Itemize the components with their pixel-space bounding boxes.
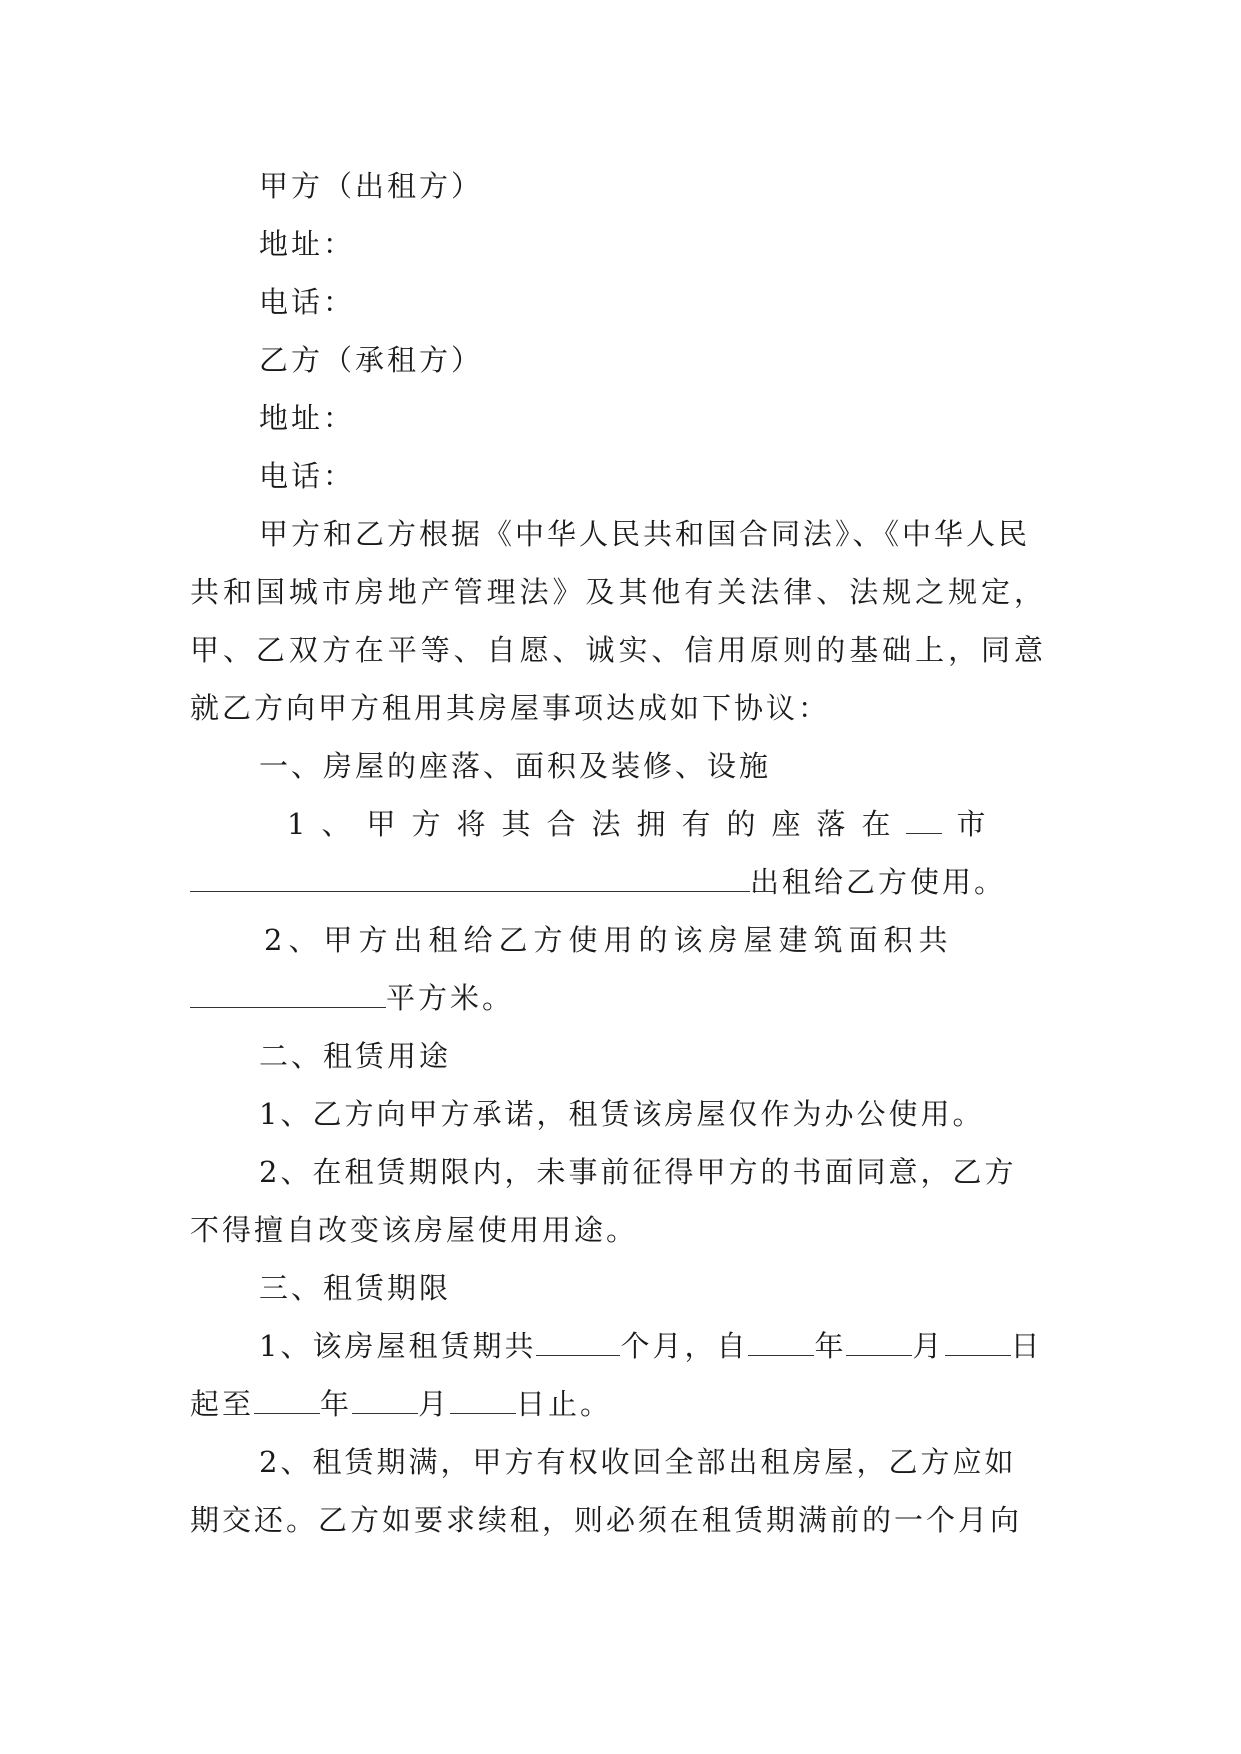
start-month-label: 月: [912, 1329, 945, 1363]
party-a-phone: 电话：: [259, 285, 356, 319]
city-blank: [906, 805, 942, 834]
area-unit: 平方米。: [386, 981, 515, 1015]
section-1-item-1-line-2: [190, 862, 1006, 902]
start-day-blank: [945, 1327, 1011, 1356]
end-day-blank: [450, 1385, 516, 1414]
preamble-line-3: 甲、乙双方在平等、自愿、诚实、信用原则的基础上，同意: [190, 633, 1046, 667]
section-2-item-1: 1、乙方向甲方承诺，租赁该房屋仅作为办公使用。: [259, 1097, 985, 1131]
section-3-item-1-line-1: [259, 1326, 1043, 1366]
section-1-item-1-line-1: [287, 804, 1001, 844]
lease-to-text: 出租给乙方使用。: [750, 865, 1007, 899]
start-day-label: 日: [1010, 1329, 1043, 1363]
section-1-item-2-line-1: 2、甲方出租给乙方使用的该房屋建筑面积共: [264, 923, 954, 957]
until-text: 起至: [190, 1387, 255, 1421]
section-3-item-2-line-2: 期交还。乙方如要求续租，则必须在租赁期满前的一个月向: [190, 1503, 1023, 1537]
start-month-blank: [846, 1327, 912, 1356]
section-1-item-2-line-2: [190, 978, 514, 1018]
party-b-address: 地址：: [259, 401, 356, 435]
location-blank: [190, 863, 750, 892]
end-year-label: 年: [320, 1387, 353, 1421]
end-day-label: 日止。: [516, 1387, 613, 1421]
area-blank: [190, 979, 386, 1008]
end-month-label: 月: [418, 1387, 451, 1421]
preamble-line-4: 就乙方向甲方租用其房屋事项达成如下协议：: [190, 691, 831, 725]
start-year-label: 年: [814, 1329, 847, 1363]
section-1-item-1-text: 1、甲方将其合法拥有的座落在: [287, 807, 907, 841]
end-month-blank: [352, 1385, 418, 1414]
section-2-item-2-line-1: 2、在租赁期限内，未事前征得甲方的书面同意，乙方: [259, 1155, 1017, 1189]
preamble-line-2: 共和国城市房地产管理法》及其他有关法律、法规之规定，: [190, 575, 1046, 609]
months-blank: [536, 1327, 620, 1356]
city-label: 市: [956, 807, 1002, 841]
end-year-blank: [254, 1385, 320, 1414]
months-from-text: 个月，自: [620, 1329, 749, 1363]
party-a-title: 甲方（出租方）: [259, 169, 484, 203]
term-text: 1、该房屋租赁期共: [259, 1329, 537, 1363]
section-2-item-2-line-2: 不得擅自改变该房屋使用用途。: [190, 1213, 639, 1247]
start-year-blank: [748, 1327, 814, 1356]
section-1-heading: 一、房屋的座落、面积及装修、设施: [259, 749, 772, 783]
section-2-heading: 二、租赁用途: [259, 1039, 452, 1073]
party-b-phone: 电话：: [259, 459, 356, 493]
party-b-title: 乙方（承租方）: [259, 343, 484, 377]
preamble-line-1: 甲方和乙方根据《中华人民共和国合同法》、《中华人民: [259, 517, 1031, 551]
section-3-item-2-line-1: 2、租赁期满，甲方有权收回全部出租房屋，乙方应如: [259, 1445, 1017, 1479]
section-3-item-1-line-2: [190, 1384, 612, 1424]
party-a-address: 地址：: [259, 227, 356, 261]
section-3-heading: 三、租赁期限: [259, 1271, 452, 1305]
